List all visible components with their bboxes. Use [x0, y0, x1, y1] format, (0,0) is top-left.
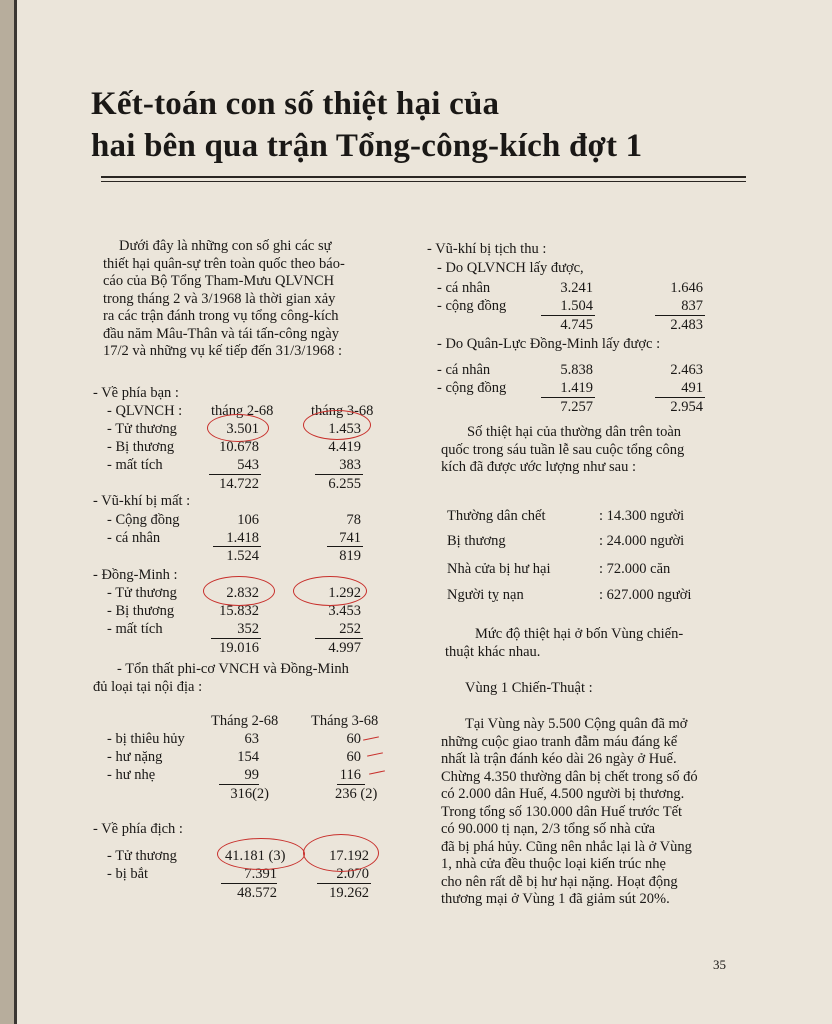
- weapons-lost-value-a: 106: [237, 512, 259, 528]
- intro-line: trong tháng 2 và 3/1968 là thời gian xảy: [103, 290, 336, 307]
- friendly-row-value-b: 1.453: [328, 421, 361, 437]
- region1-line: có 90.000 tị nạn, 2/3 tổng số nhà cửa: [441, 821, 656, 837]
- title-rule-thin: [101, 181, 746, 182]
- captured-value-a: 1.419: [560, 380, 593, 396]
- civilian-value: : 72.000 căn: [599, 561, 671, 577]
- friendly-total-b: 6.255: [328, 476, 361, 492]
- allies-value-a: 2.832: [226, 585, 259, 601]
- aircraft-value-b: 60: [346, 749, 361, 765]
- enemy-value-a: 7.391: [244, 866, 277, 882]
- allies-value-b: 252: [339, 621, 361, 637]
- friendly-heading: - Về phía bạn :: [93, 385, 179, 401]
- captured-heading: - Vũ-khí bị tịch thu :: [427, 241, 547, 257]
- captured-row-label: - cộng đồng: [437, 380, 507, 396]
- enemy-row-label: - Tử thương: [107, 848, 177, 864]
- book-page: [14, 0, 832, 1024]
- region1-line: Tại Vùng này 5.500 Cộng quân đã mở: [465, 716, 688, 732]
- aircraft-heading-line-1: - Tổn thất phi-cơ VNCH và Đồng-Minh: [117, 661, 349, 677]
- enemy-heading: - Về phía địch :: [93, 821, 183, 837]
- allies-value-a: 352: [237, 621, 259, 637]
- enemy-total-b: 19.262: [329, 885, 369, 901]
- red-tick-mark: [363, 736, 379, 740]
- regions-intro-line: Mức độ thiệt hại ở bốn Vùng chiến-: [475, 626, 684, 642]
- red-circle-annotation: [217, 838, 305, 870]
- allies-value-b: 1.292: [328, 585, 361, 601]
- friendly-row-label: - Bị thương: [107, 439, 175, 455]
- allies-heading: - Đồng-Minh :: [93, 567, 178, 583]
- intro-line: đầu năm Mâu-Thân và tái tấn-công ngày: [103, 325, 339, 342]
- aircraft-value-b: 116: [339, 767, 361, 783]
- friendly-total-a: 14.722: [219, 476, 259, 492]
- enemy-total-a: 48.572: [237, 885, 277, 901]
- allies-row-label: - Bị thương: [107, 603, 175, 619]
- captured-row-label: - cá nhân: [437, 280, 491, 296]
- captured-value-b: 837: [681, 298, 703, 314]
- friendly-row-value-a: 543: [237, 457, 259, 473]
- captured-row-label: - cá nhân: [437, 362, 491, 378]
- red-circle-annotation: [303, 410, 371, 440]
- red-circle-annotation: [303, 834, 379, 872]
- allies-total-b: 4.997: [328, 640, 361, 656]
- aircraft-row-label: - bị thiêu hủy: [107, 731, 185, 747]
- regions-intro: [445, 626, 683, 661]
- book-spine: [0, 0, 14, 1024]
- civilian-value: : 24.000 người: [599, 533, 685, 549]
- region1-line: 1, nhà cửa đều thuộc loại kiến trúc nhẹ: [441, 856, 666, 872]
- aircraft-total-b: 236 (2): [335, 786, 378, 802]
- friendly-row-value-a: 10.678: [219, 439, 259, 455]
- region1-paragraph: [441, 716, 698, 909]
- civilian-intro-line: Số thiệt hại của thường dân trên toàn: [467, 424, 682, 440]
- captured-qlvnch-total-a: 4.745: [560, 317, 593, 333]
- region1-line: những cuộc giao tranh đẫm máu đáng kể: [441, 733, 678, 750]
- civilian-label: Bị thương: [447, 533, 506, 549]
- friendly-col-a: tháng 2-68: [211, 403, 274, 419]
- captured-allies-total-a: 7.257: [560, 399, 593, 415]
- friendly-col-b: tháng 3-68: [311, 403, 374, 419]
- aircraft-value-b: 60: [346, 731, 361, 747]
- intro-line: cáo của Bộ Tổng Tham-Mưu QLVNCH: [103, 273, 335, 289]
- captured-value-b: 491: [681, 380, 703, 396]
- allies-value-a: 15.832: [219, 603, 259, 619]
- region1-line: cho nên rất dễ bị hư hại nặng. Hoạt động: [441, 873, 678, 890]
- enemy-value-b: 17.192: [329, 848, 369, 864]
- allies-row-label: - mất tích: [107, 621, 163, 637]
- captured-by-qlvnch: - Do QLVNCH lấy được,: [437, 260, 584, 276]
- friendly-row-label: - Tử thương: [107, 421, 177, 437]
- intro-line: ra các trận đánh trong vụ tổng công-kích: [103, 308, 339, 324]
- friendly-row-value-a: 3.501: [226, 421, 259, 437]
- aircraft-row-label: - hư nhẹ: [107, 767, 156, 783]
- aircraft-col-a: Tháng 2-68: [211, 713, 279, 729]
- red-circle-annotation: [203, 576, 275, 606]
- region1-line: Trong tổng số 130.000 dân Huế trước Tết: [441, 803, 683, 820]
- region1-line: nhất là trận đánh kéo dài 26 ngày ở Huế.: [441, 751, 677, 767]
- civilian-label: Thường dân chết: [447, 508, 546, 524]
- friendly-row-value-b: 383: [339, 457, 361, 473]
- allies-total-a: 19.016: [219, 640, 259, 656]
- captured-qlvnch-total-b: 2.483: [670, 317, 703, 333]
- captured-by-allies: - Do Quân-Lực Đồng-Minh lấy được :: [437, 336, 661, 352]
- aircraft-heading-line-2: đủ loại tại nội địa :: [93, 679, 203, 695]
- civilian-value: : 627.000 người: [599, 587, 692, 603]
- captured-value-a: 3.241: [560, 280, 593, 296]
- aircraft-row-label: - hư nặng: [107, 749, 163, 765]
- civilian-intro: [441, 424, 684, 477]
- intro-line: 17/2 và những vụ kế tiếp đến 31/3/1968 :: [103, 343, 343, 359]
- weapons-lost-total-a: 1.524: [226, 548, 259, 564]
- weapons-lost-heading: - Vũ-khí bị mất :: [93, 493, 191, 509]
- weapons-lost-row-label: - Cộng đồng: [107, 512, 180, 528]
- page-title-line-2: hai bên qua trận Tổng-công-kích đợt 1: [91, 128, 643, 164]
- aircraft-total-a: 316(2): [230, 786, 269, 802]
- captured-value-b: 2.463: [670, 362, 703, 378]
- aircraft-col-b: Tháng 3-68: [311, 713, 379, 729]
- enemy-value-b: 2.070: [336, 866, 369, 882]
- weapons-lost-value-a: 1.418: [226, 530, 259, 546]
- captured-allies-total-b: 2.954: [670, 399, 703, 415]
- enemy-value-a: 41.181 (3): [225, 848, 286, 864]
- friendly-row-label: - mất tích: [107, 457, 163, 473]
- friendly-row-value-b: 4.419: [328, 439, 361, 455]
- aircraft-value-a: 99: [244, 767, 259, 783]
- intro-line: Dưới đây là những con số ghi các sự: [119, 238, 332, 254]
- page-title-line-1: Kết-toán con số thiệt hại của: [91, 86, 500, 122]
- civilian-label: Nhà cửa bị hư hại: [447, 561, 551, 577]
- red-tick-mark: [367, 752, 383, 756]
- region1-line: có 2.000 dân Huế, 4.500 người bị thương.: [441, 786, 685, 802]
- region1-line: Chừng 4.350 thường dân bị chết trong số đó: [441, 768, 698, 785]
- region1-line: đã bị phá hủy. Cũng nên nhắc lại là ở Vùng: [441, 838, 692, 855]
- allies-value-b: 3.453: [328, 603, 361, 619]
- weapons-lost-value-b: 78: [346, 512, 361, 528]
- captured-value-b: 1.646: [670, 280, 703, 296]
- weapons-lost-total-b: 819: [339, 548, 361, 564]
- regions-intro-line: thuật khác nhau.: [445, 643, 541, 660]
- red-tick-mark: [369, 770, 385, 774]
- intro-paragraph: [103, 238, 345, 361]
- captured-value-a: 5.838: [560, 362, 593, 378]
- civilian-value: : 14.300 người: [599, 508, 685, 524]
- aircraft-value-a: 63: [244, 731, 259, 747]
- red-circle-annotation: [207, 414, 269, 442]
- qlvnch-label: - QLVNCH :: [107, 403, 183, 419]
- allies-row-label: - Tử thương: [107, 585, 177, 601]
- aircraft-value-a: 154: [237, 749, 259, 765]
- civilian-intro-line: quốc trong sáu tuần lễ sau cuộc tổng công: [441, 441, 685, 458]
- civilian-intro-line: kích đã được ước lượng như sau :: [441, 459, 636, 475]
- region1-line: thương mại ở Vùng 1 đã giảm sút 20%.: [441, 891, 670, 907]
- red-circle-annotation: [293, 576, 367, 606]
- intro-line: thiết hại quân-sự trên toàn quốc theo báo-: [103, 255, 345, 272]
- region1-heading: Vùng 1 Chiến-Thuật :: [465, 680, 593, 696]
- title-rule: [101, 176, 746, 178]
- captured-value-a: 1.504: [560, 298, 593, 314]
- page-number: 35: [713, 957, 726, 972]
- enemy-row-label: - bị bắt: [107, 866, 149, 882]
- civilian-label: Người tỵ nạn: [447, 587, 524, 603]
- weapons-lost-value-b: 741: [339, 530, 361, 546]
- weapons-lost-row-label: - cá nhân: [107, 530, 161, 546]
- captured-row-label: - cộng đồng: [437, 298, 507, 314]
